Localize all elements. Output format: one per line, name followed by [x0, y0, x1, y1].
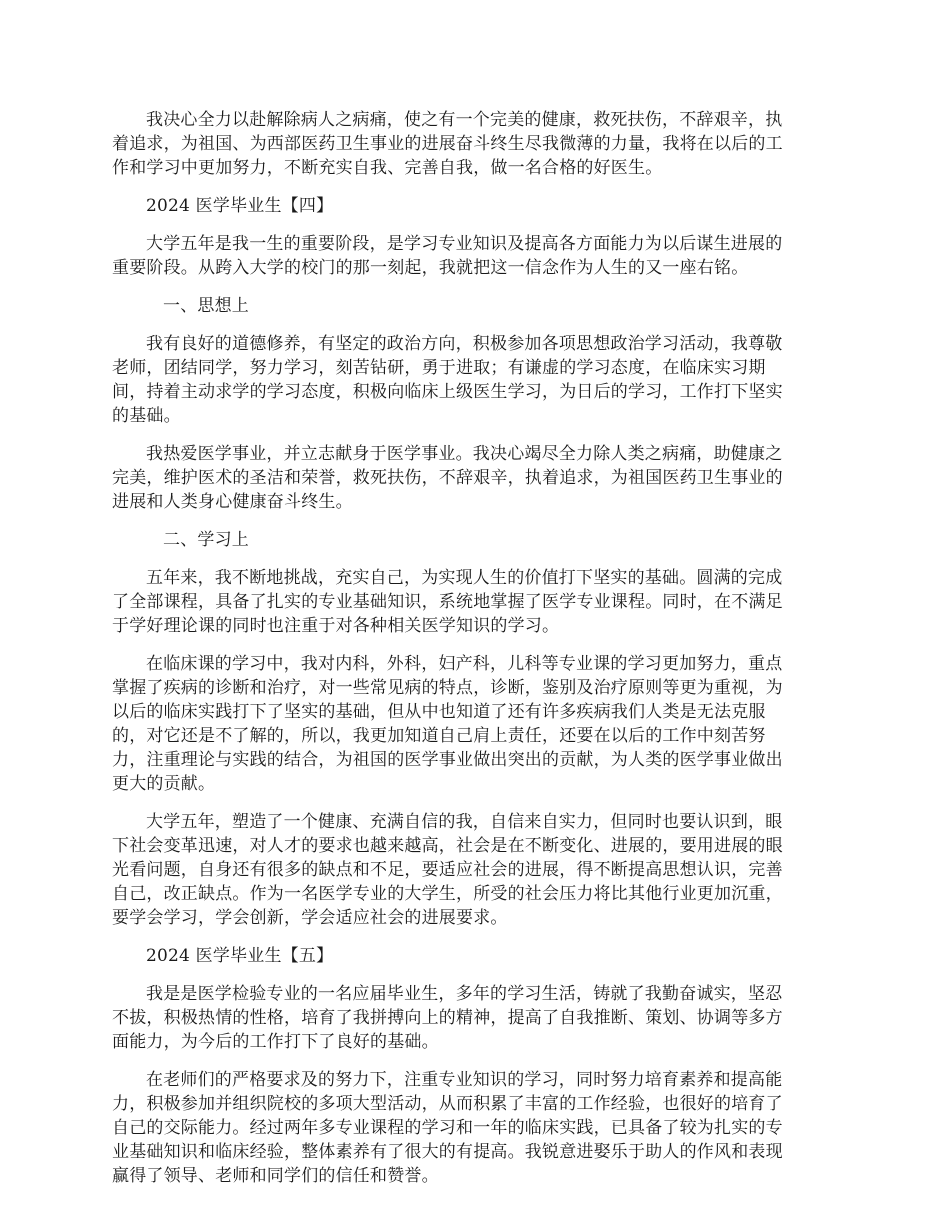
paragraph-five-years-challenge: 五年来，我不断地挑战，充实自己，为实现人生的价值打下坚实的基础。圆满的完成 了全部课程，具备了扎实的专业基础知识，系统地掌握了医学专业课程。同时，在不满足 于学好理论课的同时也注重于对各种相关医学知识的学习。 — [112, 568, 783, 636]
section-heading-four: 2024 医学毕业生【四】 — [146, 196, 334, 216]
subheading-ideology: 一、思想上 — [163, 296, 249, 316]
section-heading-five: 2024 医学毕业生【五】 — [146, 946, 334, 966]
paragraph-teachers-requirements: 在老师们的严格要求及的努力下，注重专业知识的学习，同时努力培育素养和提高能 力，积极参加并组织院校的多项大型活动，从而积累了丰富的工作经验，也很好的培育了 自己的交际能力。经过两年多专业课程的学习和一年的临床实践，已具备了较为扎实的专 业基础知识和临床经验，整体素养有了很大的有提高。我锐意进娶乐于助人的作风和表现 赢得了领导、老师和同学们的信任和赞誉。 — [112, 1070, 783, 1186]
paragraph-confidence: 大学五年，塑造了一个健康、充满自信的我，自信来自实力，但同时也要认识到，眼 下社会变革迅速，对人才的要求也越来越高，社会是在不断变化、进展的，要用进展的眼 光看问题，自身还有很多的缺点和不足，要适应社会的进展，得不断提高思想认识，完善 自己，改正缺点。作为一名医学专业的大学生，所受的社会压力将比其他行业更加沉重， 要学会学习，学会创新，学会适应社会的进展要求。 — [112, 812, 783, 928]
document-page — [112, 108, 840, 1202]
paragraph-moral-character: 我有良好的道德修养，有坚定的政治方向，积极参加各项思想政治学习活动，我尊敬 老师，团结同学，努力学习，刻苦钻研，勇于进取；有谦虚的学习态度，在临床实习期 间，持着主动求学的学习态度，积极向临床上级医生学习，为日后的学习，工作打下坚实 的基础。 — [112, 334, 783, 426]
paragraph-university-five-years: 大学五年是我一生的重要阶段，是学习专业知识及提高各方面能力为以后谋生进展的 重要阶段。从跨入大学的校门的那一刻起，我就把这一信念作为人生的又一座右铭。 — [112, 234, 783, 278]
paragraph-lab-graduate: 我是是医学检验专业的一名应届毕业生，多年的学习生活，铸就了我勤奋诚实，坚忍 不拔，积极热情的性格，培育了我拼搏向上的精神，提高了自我推断、策划、协调等多方 面能力，为今后的工作打下了良好的基础。 — [112, 984, 783, 1052]
paragraph-love-medicine: 我热爱医学事业，并立志献身于医学事业。我决心竭尽全力除人类之病痛，助健康之 完美，维护医术的圣洁和荣誉，救死扶伤，不辞艰辛，执着追求，为祖国医药卫生事业的 进展和人类身心健康奋斗终生。 — [112, 444, 783, 512]
paragraph-dedication: 我决心全力以赴解除病人之病痛，使之有一个完美的健康，救死扶伤，不辞艰辛，执 着追求，为祖国、为西部医药卫生事业的进展奋斗终生尽我微薄的力量，我将在以后的工 作和学习中更加努力，不断充实自我、完善自我，做一名合格的好医生。 — [112, 110, 783, 178]
paragraph-clinical-courses: 在临床课的学习中，我对内科，外科，妇产科，儿科等专业课的学习更加努力，重点 掌握了疾病的诊断和治疗，对一些常见病的特点，诊断，鉴别及治疗原则等更为重视，为 以后的临床实践打下了坚实的基础，但从中也知道了还有许多疾病我们人类是无法克服 的，对它还是不了解的，所以，我更加知道自己肩上责任，还要在以后的工作中刻苦努 力，注重理论与实践的结合，为祖国的医学事业做出突出的贡献，为人类的医学事业做出 更大的贡献。 — [112, 654, 783, 794]
subheading-study: 二、学习上 — [163, 530, 249, 550]
